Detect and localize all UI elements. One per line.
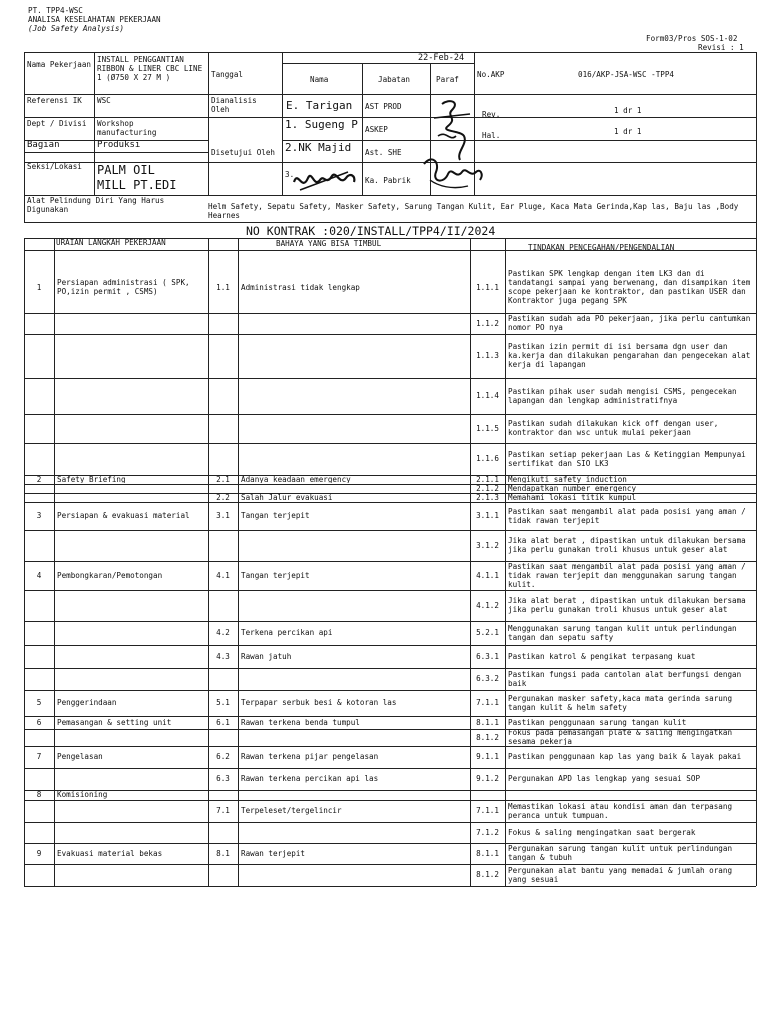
control-description: Pastikan setiap pekerjaan Las & Ketinggian Mempunyai sertifikat dan SIO LK3 [508,449,746,468]
no-akp-label: No.AKP [477,70,505,79]
hazard-number: 6.1 [216,717,230,727]
revision-label: Revisi : 1 [698,43,744,52]
table-rule [505,238,506,886]
control-number: 8.1.1 [476,848,499,858]
control-number: 4.1.1 [476,570,499,580]
control-number: 5.2.1 [476,628,499,637]
approver-3-title: Ka. Pabrik [365,176,411,185]
control-description: Pergunakan APD las lengkap yang sesuai SOP [508,774,701,783]
control-description: Pastikan penggunaan sarung tangan kulit [508,717,687,727]
step-description: Evakuasi material bekas [57,848,163,858]
table-rule [238,238,239,886]
hazard-number: 5.1 [216,698,230,707]
control-description: Pastikan sudah dilakukan kick off dengan user, kontraktor dan wsc untuk mulai pekerjaan [508,419,719,437]
analyst-title: AST PROD [365,102,402,111]
department-label: Dept / Divisi [27,119,87,128]
control-description: Menggunakan sarung tangan kulit untuk perlindungan tangan dan sepatu safty [508,623,737,642]
table-rule [24,886,756,887]
control-description: Mendapatkan number emergency [508,484,637,492]
hazard-number: 6.3 [216,774,230,783]
control-number: 3.1.1 [476,511,499,520]
form-code: Form03/Pros SOS-1-02 [646,34,738,43]
hazard-description: Terpeleset/tergelincir [241,806,342,815]
control-number: 1.1.4 [476,391,499,400]
step-description: Persiapan & evakuasi material [57,511,190,520]
step-number: 7 [36,752,42,761]
step-number: 2 [36,475,42,483]
control-number: 6.3.1 [476,651,499,661]
hazard-number: 4.2 [216,628,230,637]
control-number: 7.1.2 [476,827,499,837]
control-description: Pastikan saat mengambil alat pada posisi yang aman / tidak rawan terjepit [508,506,746,525]
step-description: Penggerindaan [57,698,117,707]
table-rule [24,238,25,886]
approved-by-label: Disetujui Oleh [211,148,276,157]
document-title: ANALISA KESELAHATAN PEKERJAAN [28,15,161,24]
control-description: Memastikan lokasi atau kondisi aman dan terpasang peranca untuk tumpuan. [508,801,733,820]
analyzed-by-label: Dianalisis Oleh [211,96,257,114]
hazard-description: Rawan terkena percikan api las [241,774,379,783]
date-label: Tanggal [211,70,244,79]
step-number: 1 [36,282,42,292]
control-number: 9.1.2 [476,774,499,783]
page-value: 1 dr 1 [614,127,642,136]
rev-value: 1 dr 1 [614,106,642,115]
step-number: 3 [36,511,42,520]
step-description: Persiapan administrasi ( SPK, PO,izin permit , CSMS) [57,278,190,296]
signature-3-icon [418,150,488,196]
control-number: 6.3.2 [476,674,499,683]
no-akp-value: 016/AKP-JSA-WSC -TPP4 [578,70,675,79]
hazard-number: 4.1 [216,570,230,580]
table-rule [756,238,757,886]
control-number: 2.1.1 [476,475,499,483]
control-number: 4.1.2 [476,600,499,610]
control-description: Pastikan pihak user sudah mengisi CSMS, pengecekan lapangan dan lengkap administratifnya [508,386,737,405]
hazard-description: Terpapar serbuk besi & kotoran las [241,698,397,707]
control-description: Pergunakan alat bantu yang memadai & jumlah orang yang sesuai [508,865,733,884]
control-description: Pastikan sudah ada PO pekerjaan, jika perlu cantumkan nomor PO nya [508,314,751,332]
control-description: Pastikan fungsi pada cantolan alat berfungsi dengan baik [508,669,742,688]
hazard-description: Rawan jatuh [241,651,292,661]
hazard-description: Rawan terjepit [241,848,306,858]
hazard-number: 2.2 [216,493,230,501]
control-number: 1.1.1 [476,282,499,292]
rev-label: Rev. [482,110,501,119]
control-number: 8.1.2 [476,870,499,879]
column-nama: Nama [310,75,329,84]
page-label: Hal. [482,131,501,140]
control-description: Pergunakan sarung tangan kulit untuk perlindungan tangan & tubuh [508,844,733,862]
control-description: Pergunakan masker safety,kaca mata gerinda sarung tangan kulit & helm safety [508,693,733,712]
hazard-description: Salah Jalur evakuasi [241,493,333,501]
hazard-description: Tangan terjepit [241,570,310,580]
step-number: 4 [36,570,42,580]
hazard-description: Adanya keadaan emergency [241,475,351,483]
column-paraf: Paraf [436,75,459,84]
table-rule [470,238,471,886]
control-description: Pastikan izin permit di isi bersama dgn user dan ka.kerja dan dilakukan pengarahan dan pengecekan alat kerja di lapangan [508,342,751,369]
hazard-number: 3.1 [216,511,230,520]
date-value: 22-Feb-24 [418,53,465,63]
hazard-description: Terkena percikan api [241,628,333,637]
table-rule [54,238,55,886]
section-label: Bagian [27,140,60,150]
job-name-label: Nama Pekerjaan [27,60,92,69]
hazard-number: 1.1 [216,282,230,292]
company-name: PT. TPP4-WSC [28,6,83,15]
hazard-description: Administrasi tidak lengkap [241,282,360,292]
section-value: Produksi [97,140,141,150]
column-jabatan: Jabatan [378,75,411,84]
hazard-description: Rawan terkena pijar pengelasan [241,752,379,761]
step-description: Pemasangan & setting unit [57,717,172,727]
control-number: 1.1.5 [476,423,499,433]
control-description: Mengikuti safety induction [508,475,627,483]
control-description: Pastikan penggunaan kap las yang baik & layak pakai [508,752,742,761]
approver-1-title: ASKEP [365,125,388,134]
control-number: 2.1.2 [476,484,499,492]
step-number: 8 [36,790,42,799]
control-number: 1.1.2 [476,318,499,328]
control-number: 1.1.3 [476,351,499,360]
hazard-number: 7.1 [216,806,230,815]
department-value: Workshop manufacturing [97,119,157,137]
control-description: Pastikan katrol & pengikat terpasang kuat [508,651,696,661]
step-description: Komisioning [57,790,108,799]
control-number: 1.1.6 [476,454,499,463]
reference-value: WSC [97,96,111,105]
step-number: 6 [36,717,42,727]
approver-2-name: 2.NK Majid [285,141,352,154]
control-number: 7.1.1 [476,806,499,815]
hazard-number: 6.2 [216,752,230,761]
location-value-line-1: PALM OIL [97,163,155,177]
location-value-line-2: MILL PT.EDI [97,178,177,192]
reference-label: Referensi IK [27,96,82,105]
location-label: Seksi/Lokasi [27,162,82,171]
step-number: 9 [36,848,42,858]
control-number: 9.1.1 [476,752,499,761]
approver-1-name: 1. Sugeng P [285,118,358,131]
hazard-number: 4.3 [216,651,230,661]
control-description: Fokus & saling mengingatkan saat bergerak [508,827,696,837]
control-number: 8.1.1 [476,717,499,727]
signature-2-icon [290,164,360,196]
contract-number: NO KONTRAK :020/INSTALL/TPP4/II/2024 [246,224,496,238]
hazard-description: Tangan terjepit [241,511,310,520]
hazard-number: 8.1 [216,848,230,858]
ppe-label: Alat Pelindung Diri Yang Harus Digunakan [27,196,165,214]
control-description: Pastikan SPK lengkap dengan item LK3 dan di tandatangi sampai yang berwenang, dan disampikan item scope pekerjaan ke kontraktor, dan pastikan USER dan Kontraktor juga pegang SPK [508,269,751,305]
ppe-value: Helm Safety, Sepatu Safety, Masker Safety, Sarung Tangan Kulit, Ear Pluge, Kaca Mata Gerinda,Kap las, Baju las ,Body Hearnes [208,202,739,220]
control-number: 8.1.2 [476,732,499,742]
table-rule [208,238,209,886]
hazard-description: Rawan terkena benda tumpul [241,717,360,727]
step-number: 5 [36,698,42,707]
step-description: Pembongkaran/Pemotongan [57,570,163,580]
document-subtitle: (Job Safety Analysis) [28,24,125,33]
control-number: 2.1.3 [476,493,499,501]
control-number: 3.1.2 [476,540,499,550]
controls-column-header: TINDAKAN PENCEGAHAN/PENGENDALIAN [528,243,675,252]
hazards-column-header: BAHAYA YANG BISA TIMBUL [276,239,382,248]
control-number: 7.1.1 [476,698,499,707]
steps-column-header: URAIAN LANGKAH PEKERJAAN [56,238,166,247]
control-description: Pastikan saat mengambil alat pada posisi yang aman / tidak rawan terjepit dan menggunakan sarung tangan kulit. [508,561,746,589]
control-description: Jika alat berat , dipastikan untuk dilakukan bersama jika perlu gunakan troli khusus untuk geser alat [508,536,746,554]
approver-3-number: 3. [285,170,295,179]
control-description: Fokus pada pemasangan plate & saling mengingatkan sesama pekerja [508,729,733,745]
approver-2-title: Ast. SHE [365,148,402,157]
step-description: Pengelasan [57,752,103,761]
control-description: Memahami lokasi titik kumpul [508,493,637,501]
step-description: Safety Briefing [57,475,126,483]
control-description: Jika alat berat , dipastikan untuk dilakukan bersama jika perlu gunakan troli khusus untuk geser alat [508,596,746,614]
job-name-value: INSTALL PENGGANTIAN RIBBON & LINER CBC LINE 1 (Ø750 X 27 M ) [97,55,203,82]
analyst-name: E. Tarigan [286,99,353,112]
table-rule [24,250,756,251]
hazard-number: 2.1 [216,475,230,483]
